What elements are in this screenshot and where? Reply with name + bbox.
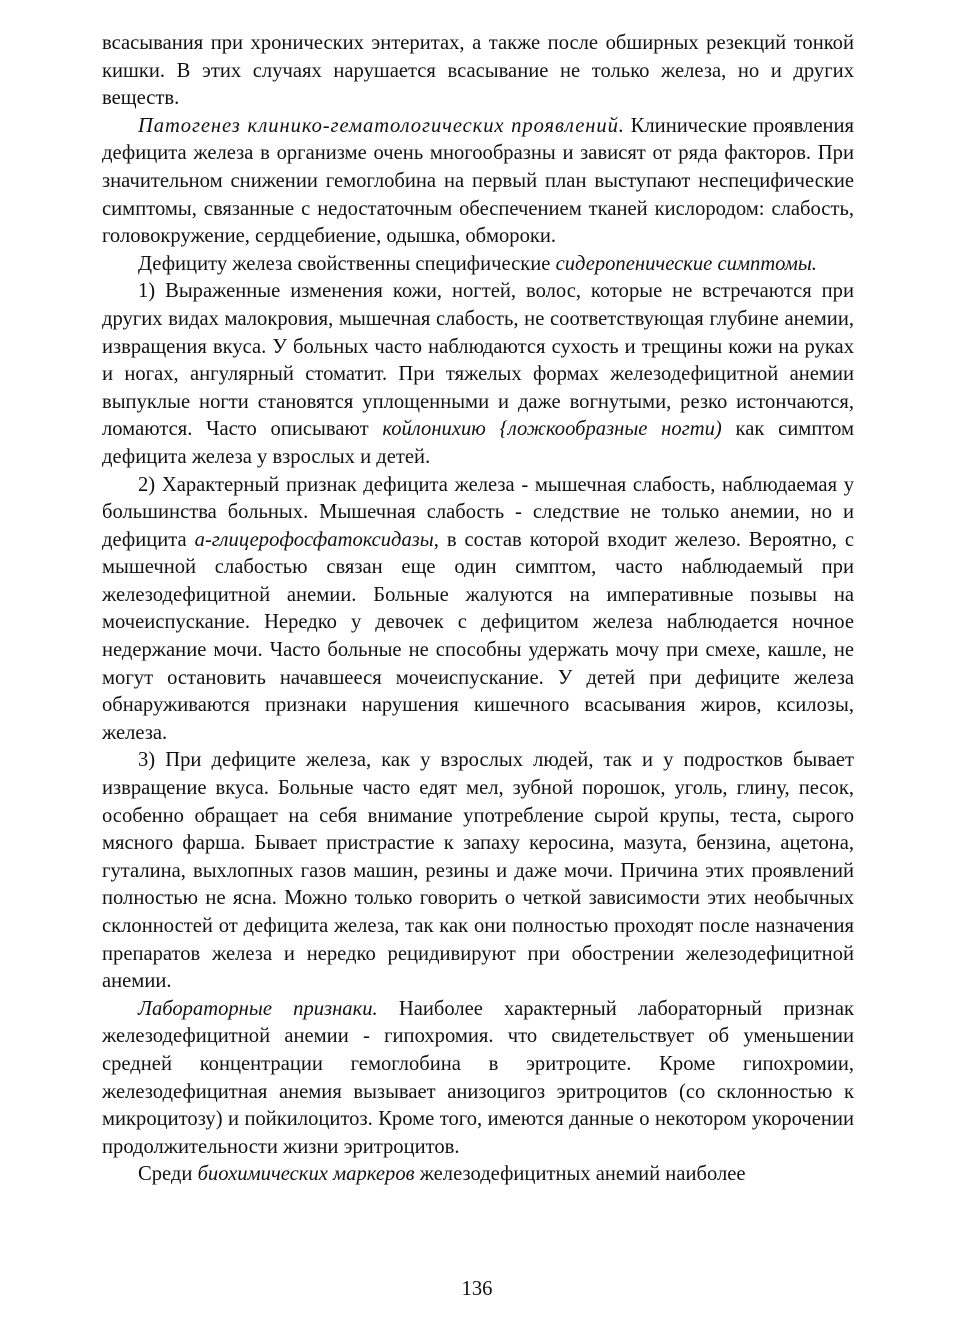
section-heading-pathogenesis: Патогенез клинико-гематологических проявлений. [138,114,625,137]
section-heading-lab: Лабораторные признаки. [138,997,378,1020]
paragraph-pathogenesis: Патогенез клинико-гематологических проявлений. Клинические проявления дефицита железа в организме очень многообразны и зависят от ряда факторов. При значительном снижении гемоглобина на первый план выступают неспецифические симптомы, связанные с недостаточным обеспечением тканей кислородом: слабость, головокружение, сердцебиение, одышка, обмороки. [102,114,854,248]
term-sideropenic: сидеропенические симптомы. [555,252,817,275]
term-koilonychia: койлонихию {ложкообразные ногти) [382,418,722,441]
paragraph-symptom-2: 2) Характерный признак дефицита железа - мышечная слабость, наблюдаемая у большинства больных. Мышечная слабость - следствие не только анемии, но и дефицита а-глицерофосфатоксидазы, в состав которой входит железо. Вероятно, с мышечной слабостью связан еще один симптом, часто наблюдаемый при железодефицитной анемии. Больные жалуются на императивные позывы на мочеиспускание. Нередко у девочек с дефицитом железа наблюдается ночное недержание мочи. Часто больные не способны удержать мочу при смехе, кашле, не могут остановить начавшееся мочеиспускание. У детей при дефиците железа обнаруживаются признаки нарушения кишечного всасывания жиров, ксилозы, железа. [102,473,854,744]
page-body [102,30,854,1189]
paragraph-1: всасывания при хронических энтеритах, а также после обширных резекций тонкой кишки. В этих случаях нарушается всасывание не только железа, но и других веществ. [102,32,854,110]
paragraph-sideropenic: Дефициту железа свойственны специфические сидеропенические симптомы. [138,252,817,275]
term-enzyme: а-глицерофосфатоксидазы [194,528,434,551]
term-biochemical-markers: биохимических маркеров [197,1163,415,1186]
paragraph-markers: Среди биохимических маркеров железодефицитных анемий наиболее [138,1163,746,1186]
paragraph-lab-signs: Лабораторные признаки. Наиболее характерный лабораторный признак железодефицитной анемии - гипохромия. что свидетельствует об уменьшении средней концентрации гемоглобина в эритроците. Кроме гипохромии, железодефицитная анемия вызывает анизоцигоз эритроцитов (со склонностью к микроцитозу) и пойкилоцитоз. Кроме того, имеются данные о некотором укорочении продолжительности жизни эритроцитов. [102,997,854,1158]
page-number: 136 [461,1278,493,1300]
paragraph-symptom-1: 1) Выраженные изменения кожи, ногтей, волос, которые не встречаются при других видах малокровия, мышечная слабость, не соответствующая глубине анемии, извращения вкуса. У больных часто наблюдаются сухость и трещины кожи на руках и ногах, ангулярный стоматит. При тяжелых формах железодефицитной анемии выпуклые ногти становятся уплощенными и даже вогнутыми, резко истончаются, ломаются. Часто описывают койлонихию {ложкообразные ногти) как симптом дефицита железа у взрослых и детей. [102,280,855,468]
paragraph-symptom-3: 3) При дефиците железа, как у взрослых людей, так и у подростков бывает извращение вкуса. Больные часто едят мел, зубной порошок, уголь, глину, песок, особенно обращает на себя внимание употребление сырой крупы, теста, сырого мясного фарша. Бывает пристрастие к запаху керосина, мазута, бензина, ацетона, гуталина, выхлопных газов машин, резины и даже мочи. Причина этих проявлений полностью не ясна. Можно только говорить о четкой зависимости этих необычных склонностей от дефицита железа, так как они полностью проходят после назначения препаратов железа и нередко рецидивируют при обострении железодефицитной анемии. [102,749,854,993]
